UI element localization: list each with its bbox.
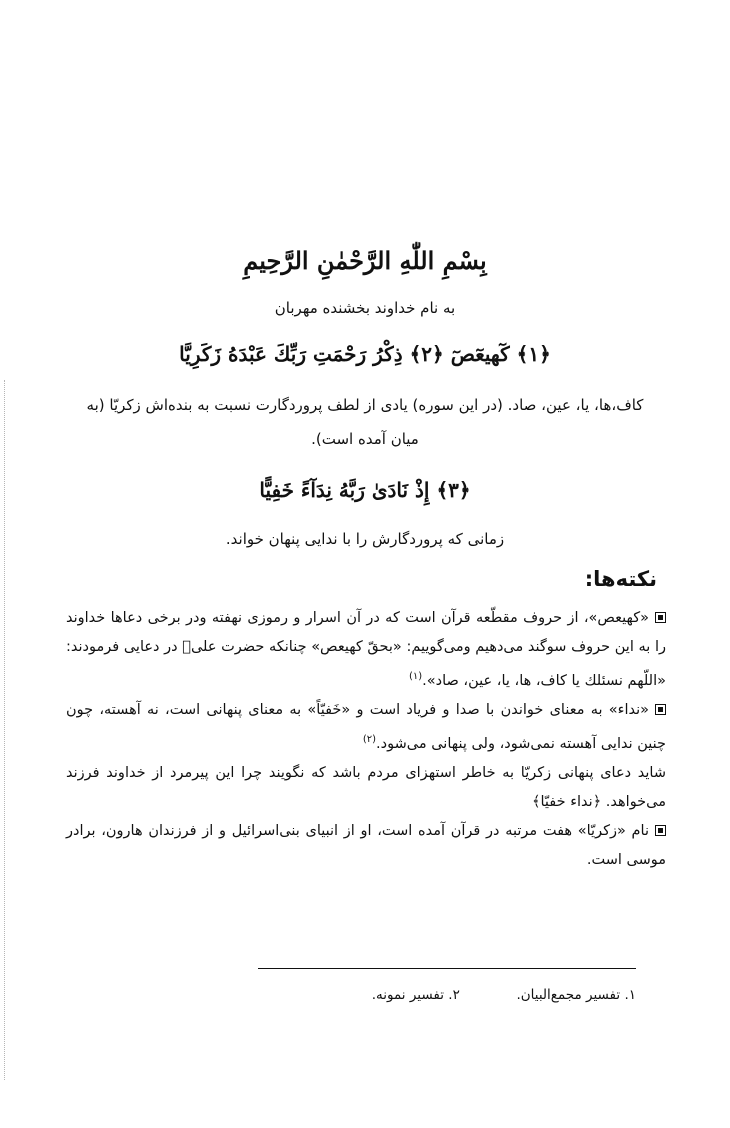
translation-3: زمانى كه پروردگارش را با ندايى پنهان خواند. [225, 530, 505, 548]
square-bullet-icon [655, 612, 666, 623]
note-item [66, 696, 666, 759]
note-item [66, 604, 666, 696]
notes-list [66, 604, 666, 875]
note-text: نام «زكريّا» هفت مرتبه در قرآن آمده است، او از انبياى بنى‌اسرائيل و از فرزندان هارون، برادر موسى است. [66, 822, 666, 868]
footnote-1: ۱. تفسير مجمع‌البيان. [516, 987, 636, 1003]
note-text: «نداء» به معناى خواندن با صدا و فرياد است و «خَفيّاً» به معناى پنهانى است، نه آهسته، چون چنين ندايى آهسته نمى‌شود، ولى پنهانى مى‌شود. [66, 701, 666, 752]
basmala-translation: به نام خداوند بخشنده مهربان [274, 299, 456, 317]
square-bullet-icon [655, 704, 666, 715]
square-bullet-icon [655, 825, 666, 836]
verse-1-2: ﴿۱﴾ كٓهيعٓصٓ ﴿۲﴾ ذِكْرُ رَحْمَتِ رَبِّكَ عَبْدَهُ زَكَرِيَّا [179, 342, 551, 366]
page-edge-line [4, 380, 5, 1080]
note-text: «كهيعص»، از حروف مقطّعه قرآن است كه در آن اسرار و رموزى نهفته ودر برخى دعاها خداوند را به اين حروف سوگند مى‌دهيم ومى‌گوييم: «بحقّ كهيعص» چنانكه حضرت علىؑ در دعايى فرمودند: «اللّهم نسئلك يا كاف، ها، يا، عين، صاد». [66, 610, 666, 689]
note-continuation: شايد دعاى پنهانى زكريّا به خاطر استهزاى مردم باشد كه نگويند چرا اين پيرمرد از خداوند فرزند مى‌خواهد. ﴿نداء خفيّا﴾ [66, 764, 666, 810]
footnote-divider [258, 968, 636, 969]
footnote-ref: (۱) [408, 671, 423, 682]
footnote-ref: (۲) [362, 733, 377, 745]
verse-3: ﴿۳﴾ إِذْ نَادَىٰ رَبَّهُ نِدَآءً خَفِيًّا [259, 478, 471, 502]
footnotes [372, 987, 636, 1003]
footnote-2: ۲. تفسير نمونه. [371, 987, 460, 1003]
notes-heading: نكته‌ها: [584, 567, 657, 591]
basmala: بِسْمِ اللّٰهِ الرَّحْمٰنِ الرَّحِيمِ [243, 246, 487, 275]
translation-1-2: كاف،ها، يا، عين، صاد. (در اين سوره) يادى از لطف پروردگارت نسبت به بنده‌اش زكريّا (به ميان آمده است). [86, 396, 644, 448]
note-item [66, 817, 666, 875]
